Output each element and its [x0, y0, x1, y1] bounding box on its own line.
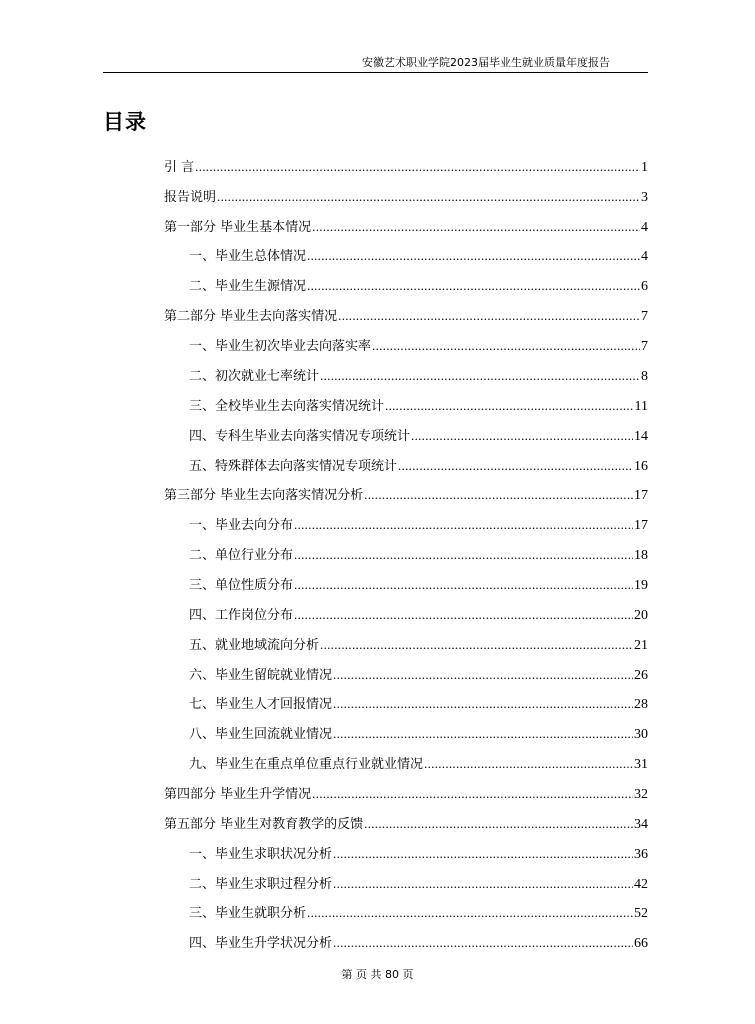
- toc-entry-label: 初次就业七率统计: [215, 369, 320, 384]
- toc-entry[interactable]: [189, 723, 648, 743]
- toc-entry-page: 11: [634, 399, 648, 414]
- dot-leader: [364, 487, 633, 503]
- toc-entry-page: 7: [641, 309, 648, 324]
- toc-entry-label: 毕业生升学状况分析: [215, 936, 333, 951]
- toc-entry-number: 六、: [189, 668, 216, 683]
- dot-leader: [338, 308, 640, 324]
- dot-leader: [307, 278, 640, 294]
- toc-entry[interactable]: [164, 783, 648, 803]
- toc-entry[interactable]: [189, 245, 648, 265]
- toc-entry-page: 66: [634, 936, 648, 951]
- dot-leader: [320, 368, 640, 384]
- dot-leader: [333, 726, 633, 742]
- dot-leader: [385, 398, 633, 414]
- toc-entry-page: 18: [634, 548, 648, 563]
- toc-entry[interactable]: [189, 843, 648, 863]
- toc-entry[interactable]: [189, 455, 648, 475]
- toc-entry-label: 毕业生初次毕业去向落实率: [215, 339, 372, 354]
- toc-entry[interactable]: [189, 932, 648, 952]
- toc-heading: 目录: [103, 110, 147, 134]
- toc-entry-number: 四、: [189, 608, 216, 623]
- toc-entry[interactable]: [189, 902, 648, 922]
- toc-entry-number: 八、: [189, 727, 216, 742]
- toc-entry-label: 毕业生就职分析: [215, 906, 307, 921]
- dot-leader: [411, 428, 633, 444]
- toc-entry[interactable]: [164, 156, 648, 176]
- toc-entry[interactable]: [189, 873, 648, 893]
- header-title: 安徽艺术职业学院2023届毕业生就业质量年度报告: [362, 56, 610, 69]
- toc-entry-label: 毕业生生源情况: [215, 279, 307, 294]
- toc-entry-page: 6: [641, 279, 648, 294]
- dot-leader: [333, 935, 633, 951]
- toc-entry-page: 3: [641, 190, 648, 205]
- toc-entry-number: 七、: [189, 697, 216, 712]
- toc-entry-page: 32: [634, 787, 648, 802]
- toc-entry-number: 一、: [189, 339, 216, 354]
- toc-entry[interactable]: [189, 753, 648, 773]
- toc-entry-number: 一、: [189, 847, 216, 862]
- toc-entry-label: 工作岗位分布: [215, 608, 294, 623]
- toc-entry-page: 36: [634, 847, 648, 862]
- toc-entry-page: 8: [641, 369, 648, 384]
- toc-entry-label: 全校毕业生去向落实情况统计: [215, 399, 385, 414]
- toc-entry-page: 7: [641, 339, 648, 354]
- dot-leader: [307, 248, 640, 264]
- toc-entry-label: 毕业生在重点单位重点行业就业情况: [215, 757, 424, 772]
- toc-entry-number: 五、: [189, 638, 216, 653]
- toc-entry[interactable]: [189, 604, 648, 624]
- toc-entry-label: 引 言: [164, 160, 195, 175]
- toc-entry-number: 三、: [189, 578, 216, 593]
- toc-entry-page: 42: [634, 877, 648, 892]
- toc-entry-number: 四、: [189, 429, 216, 444]
- dot-leader: [333, 667, 633, 683]
- dot-leader: [312, 786, 633, 802]
- toc-entry-number: 一、: [189, 249, 216, 264]
- toc-entry-label: 毕业生求职状况分析: [215, 847, 333, 862]
- toc-entry-number: 四、: [189, 936, 216, 951]
- toc-entry-number: 三、: [189, 399, 216, 414]
- toc-entry-label: 特殊群体去向落实情况专项统计: [215, 459, 398, 474]
- toc-entry-number: 五、: [189, 459, 216, 474]
- dot-leader: [372, 338, 640, 354]
- toc-entry-label: 第二部分 毕业生去向落实情况: [164, 309, 338, 324]
- toc-entry-number: 二、: [189, 548, 216, 563]
- toc-entry-number: 二、: [189, 877, 216, 892]
- page-footer: 第 页 共 80 页: [341, 968, 414, 981]
- toc-entry-page: 4: [641, 220, 648, 235]
- toc-entry-page: 30: [634, 727, 648, 742]
- toc-entry[interactable]: [189, 544, 648, 564]
- dot-leader: [312, 219, 640, 235]
- toc-entry-page: 4: [641, 249, 648, 264]
- toc-entry[interactable]: [189, 664, 648, 684]
- toc-entry-page: 17: [634, 488, 648, 503]
- dot-leader: [398, 458, 633, 474]
- toc-entry[interactable]: [164, 484, 648, 504]
- toc-entry[interactable]: [189, 395, 648, 415]
- toc-entry-label: 毕业生总体情况: [215, 249, 307, 264]
- toc-entry-label: 毕业去向分布: [215, 518, 294, 533]
- toc-entry-page: 14: [634, 429, 648, 444]
- toc-entry-page: 34: [634, 817, 648, 832]
- toc-entry[interactable]: [189, 365, 648, 385]
- dot-leader: [294, 517, 633, 533]
- dot-leader: [294, 577, 633, 593]
- toc-entry-number: 三、: [189, 906, 216, 921]
- toc-entry-label: 第一部分 毕业生基本情况: [164, 220, 312, 235]
- toc-entry[interactable]: [189, 634, 648, 654]
- toc-entry-page: 26: [634, 668, 648, 683]
- dot-leader: [320, 637, 633, 653]
- toc-entry-page: 28: [634, 697, 648, 712]
- toc-entry[interactable]: [189, 425, 648, 445]
- toc-entry-label: 第三部分 毕业生去向落实情况分析: [164, 488, 364, 503]
- toc-entry-page: 19: [634, 578, 648, 593]
- dot-leader: [307, 905, 633, 921]
- toc-entry-page: 52: [634, 906, 648, 921]
- toc-entry[interactable]: [189, 335, 648, 355]
- toc-entry-label: 就业地域流向分析: [215, 638, 320, 653]
- toc-entry-label: 单位行业分布: [215, 548, 294, 563]
- toc-entry[interactable]: [164, 216, 648, 236]
- dot-leader: [333, 846, 633, 862]
- toc-entry-label: 单位性质分布: [215, 578, 294, 593]
- toc-entry-label: 报告说明: [164, 190, 217, 205]
- toc-entry-label: 毕业生求职过程分析: [215, 877, 333, 892]
- toc-entry-page: 16: [634, 459, 648, 474]
- toc-entry[interactable]: [189, 514, 648, 534]
- toc-entry[interactable]: [189, 693, 648, 713]
- toc-entry-label: 第五部分 毕业生对教育教学的反馈: [164, 817, 364, 832]
- dot-leader: [333, 696, 633, 712]
- toc-entry[interactable]: [164, 305, 648, 325]
- toc-entry-label: 毕业生留皖就业情况: [215, 668, 333, 683]
- toc-entry[interactable]: [189, 574, 648, 594]
- toc-entry-number: 二、: [189, 279, 216, 294]
- toc-entry-page: 31: [634, 757, 648, 772]
- toc-entry[interactable]: [164, 813, 648, 833]
- toc-entry[interactable]: [189, 275, 648, 295]
- page-header: [103, 52, 648, 73]
- toc-entry-label: 专科生毕业去向落实情况专项统计: [215, 429, 411, 444]
- toc-entry-page: 21: [634, 638, 648, 653]
- dot-leader: [424, 756, 633, 772]
- toc-entry-number: 一、: [189, 518, 216, 533]
- toc-entry-page: 20: [634, 608, 648, 623]
- toc-entry[interactable]: [164, 186, 648, 206]
- toc-entry-page: 1: [641, 160, 648, 175]
- dot-leader: [217, 189, 640, 205]
- toc-entry-number: 九、: [189, 757, 216, 772]
- toc-entry-page: 17: [634, 518, 648, 533]
- dot-leader: [333, 876, 633, 892]
- dot-leader: [294, 547, 633, 563]
- dot-leader: [294, 607, 633, 623]
- toc-entry-number: 二、: [189, 369, 216, 384]
- dot-leader: [195, 159, 640, 175]
- dot-leader: [364, 816, 633, 832]
- toc-entry-label: 第四部分 毕业生升学情况: [164, 787, 312, 802]
- toc-entry-label: 毕业生回流就业情况: [215, 727, 333, 742]
- toc-entry-label: 毕业生人才回报情况: [215, 697, 333, 712]
